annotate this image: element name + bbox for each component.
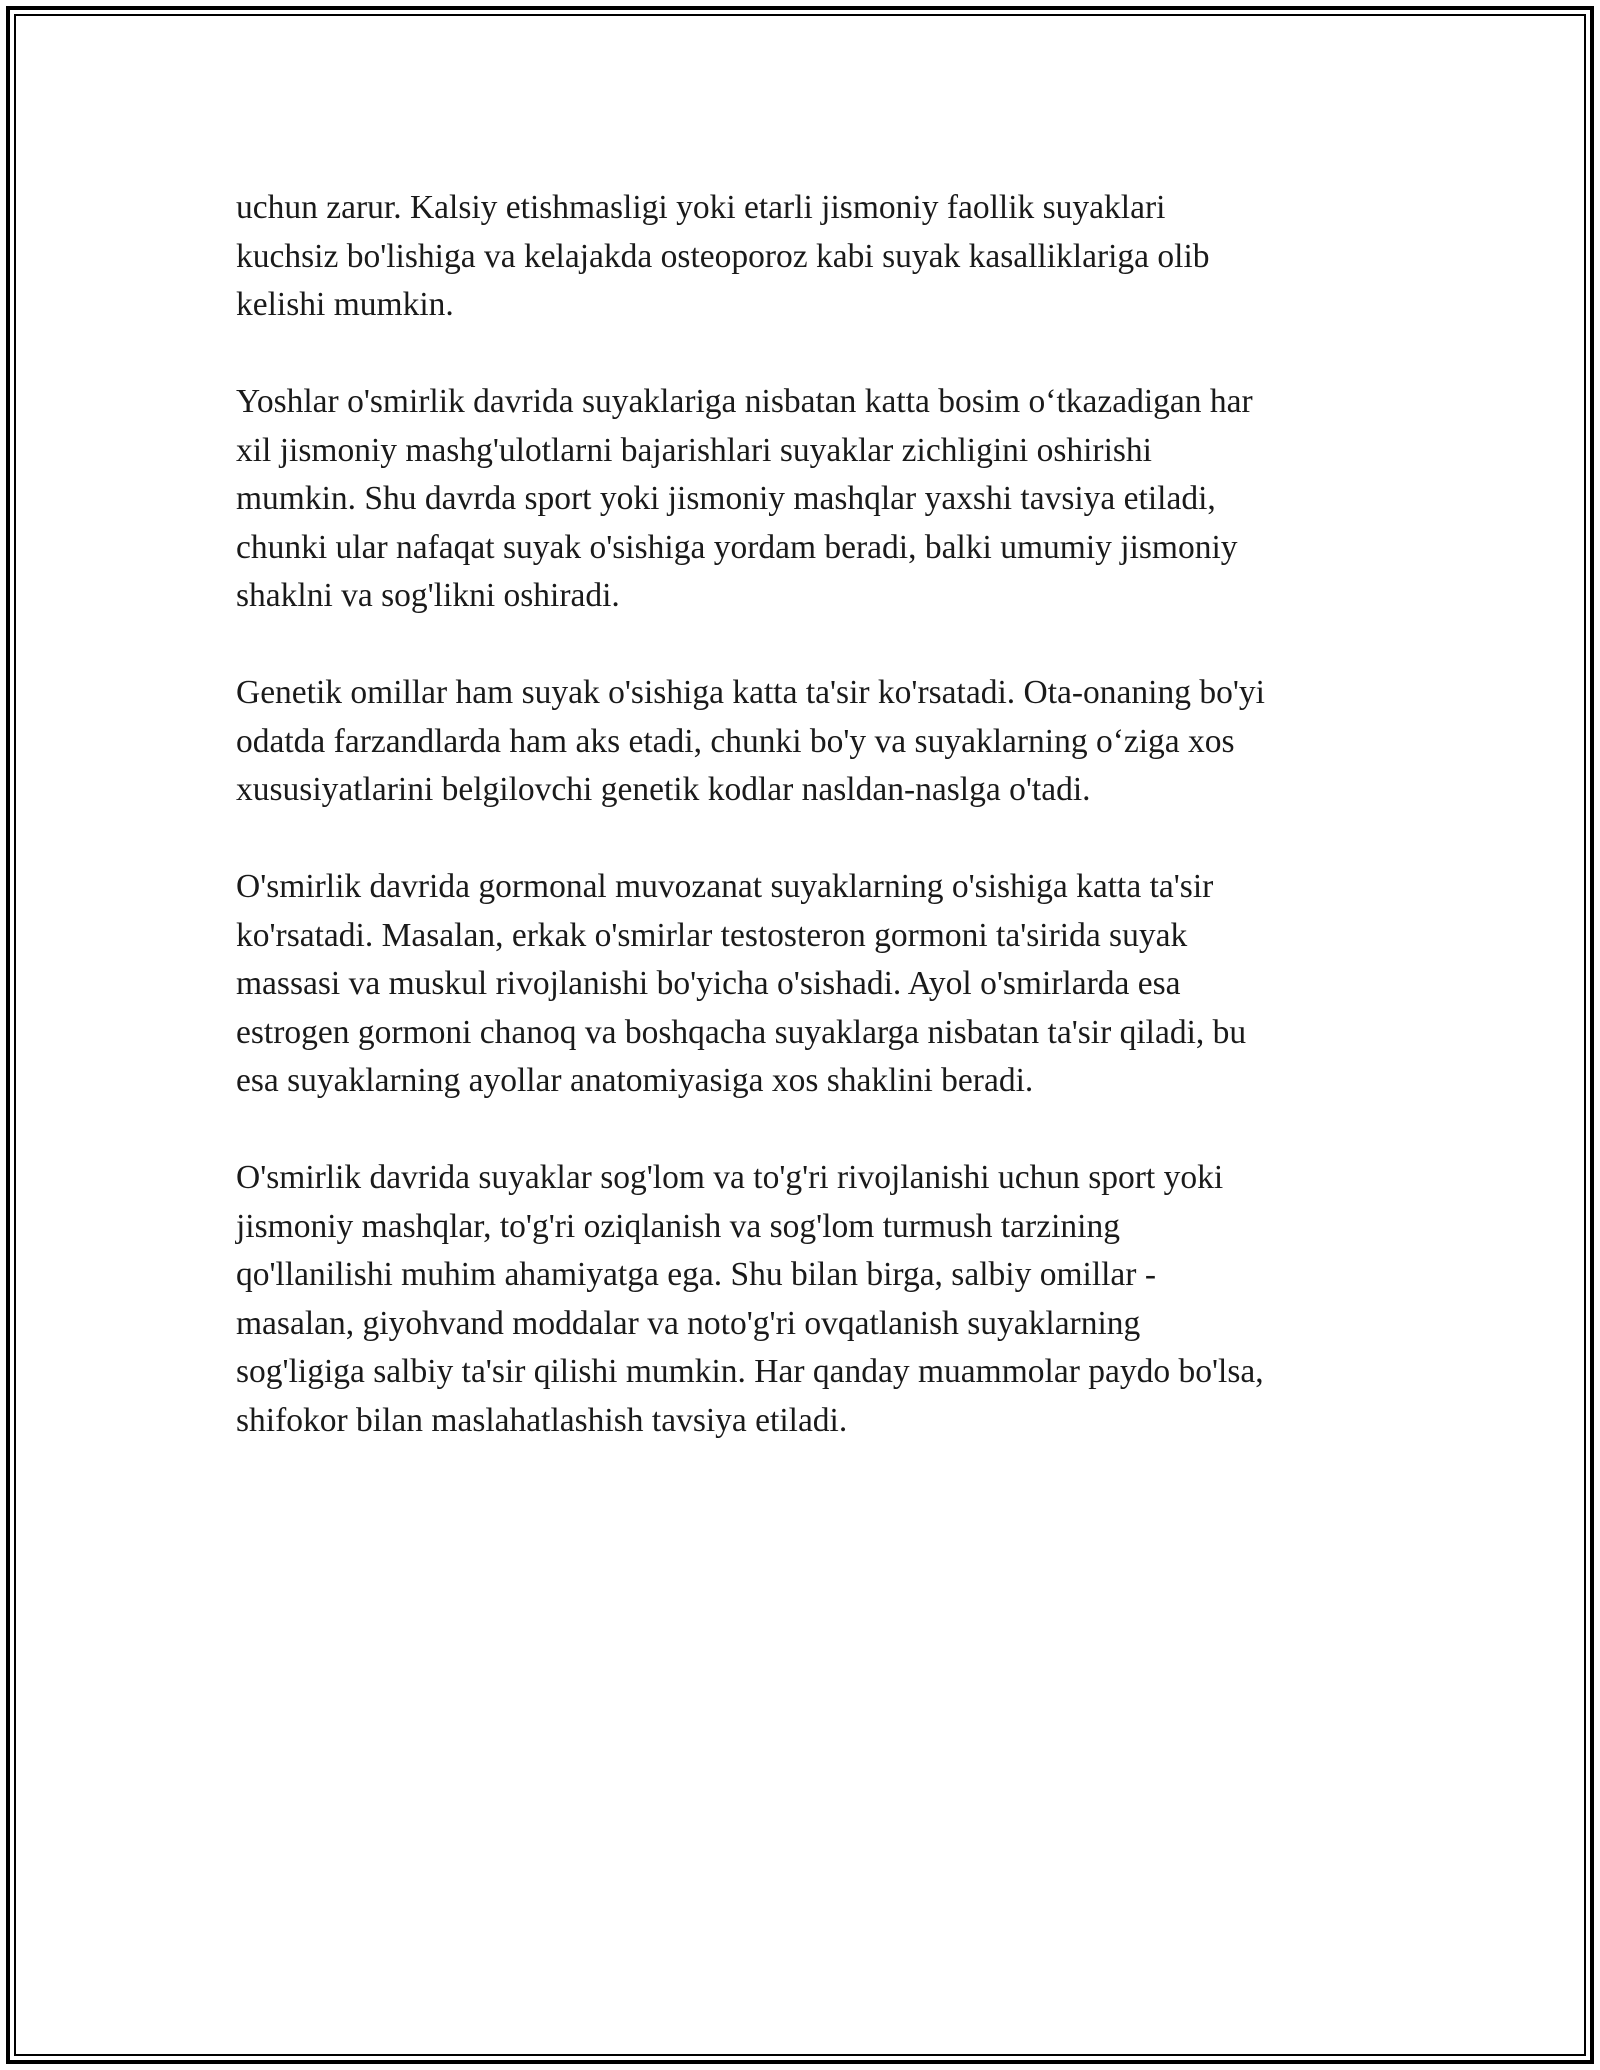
paragraph-5: O'smirlik davrida suyaklar sog'lom va to'g'ri rivojlanishi uchun sport yoki jismoniy mashqlar, to'g'ri oziqlanish va sog'lom turmush tarzining qo'llanilishi muhim ahamiyatga ega. Shu bilan birga, salbiy omillar - masalan, giyohvand moddalar va noto'g'ri ovqatlanish suyaklarning sog'ligiga salbiy ta'sir qilishi mumkin. Har qanday muammolar paydo bo'lsa, shifokor bilan maslahatlashish tavsiya etiladi.	[236, 1159, 1264, 1439]
paragraph-3: Genetik omillar ham suyak o'sishiga katta ta'sir ko'rsatadi. Ota-onaning bo'yi odatda farzandlarda ham aks etadi, chunki bo'y va suyaklarning o‘ziga xos xususiyatlarini belgilovchi genetik kodlar nasldan-naslga o'tadi.	[236, 674, 1265, 808]
paragraph-4: O'smirlik davrida gormonal muvozanat suyaklarning o'sishiga katta ta'sir ko'rsatadi. Masalan, erkak o'smirlar testosteron gormoni ta'sirida suyak massasi va muskul rivojlanishi bo'yicha o'sishadi. Ayol o'smirlarda esa estrogen gormoni chanoq va boshqacha suyaklarga nisbatan ta'sir qiladi, bu esa suyaklarning ayollar anatomiyasiga xos shaklini beradi.	[236, 868, 1247, 1099]
document-body	[236, 184, 1386, 1494]
paragraph-1: uchun zarur. Kalsiy etishmasligi yoki etarli jismoniy faollik suyaklari kuchsiz bo'lishiga va kelajakda osteoporoz kabi suyak kasalliklariga olib kelishi mumkin.	[236, 189, 1210, 323]
paragraph-2: Yoshlar o'smirlik davrida suyaklariga nisbatan katta bosim o‘tkazadigan har xil jismoniy mashg'ulotlarni bajarishlari suyaklar zichligini oshirishi mumkin. Shu davrda sport yoki jismoniy mashqlar yaxshi tavsiya etiladi, chunki ular nafaqat suyak o'sishiga yordam beradi, balki umumiy jismoniy shaklni va sog'likni oshiradi.	[236, 383, 1253, 614]
